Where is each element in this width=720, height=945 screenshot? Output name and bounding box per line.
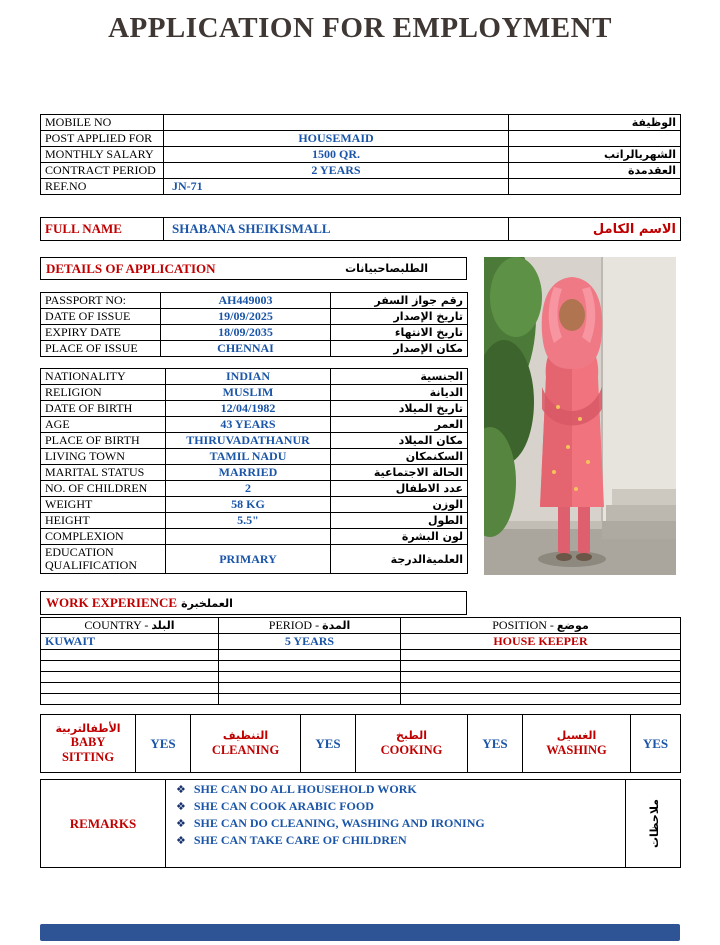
table-row [41, 497, 468, 513]
empty-cell [219, 650, 401, 661]
table-row [41, 218, 681, 241]
column-header-position [401, 618, 681, 634]
table-row [41, 417, 468, 433]
field-label: EXPIRY DATE [41, 325, 161, 341]
table-row [41, 433, 468, 449]
field-value: 58 KG [166, 497, 331, 513]
remark-text: SHE CAN DO CLEANING, WASHING AND IRONING [193, 816, 485, 830]
full-name-value: SHABANA SHEIKISMALL [164, 218, 509, 241]
field-label-arabic: الحالة الاجتماعية [331, 465, 468, 481]
field-value: AH449003 [161, 293, 331, 309]
field-label: MOBILE NO [41, 115, 164, 131]
job-summary-table [40, 114, 681, 195]
remark-text: SHE CAN COOK ARABIC FOOD [193, 799, 374, 813]
table-row [41, 163, 681, 179]
field-value: INDIAN [166, 369, 331, 385]
skills-row [41, 715, 681, 773]
remarks-row [41, 780, 681, 868]
remark-text: SHE CAN DO ALL HOUSEHOLD WORK [193, 782, 417, 796]
work-position: HOUSE KEEPER [401, 634, 681, 650]
field-label: HEIGHT [41, 513, 166, 529]
table-row [41, 341, 468, 357]
field-value: 5.5" [166, 513, 331, 529]
field-label-arabic: عدد الاطفال [331, 481, 468, 497]
field-label-arabic: العمر [331, 417, 468, 433]
field-label-arabic: رقم جواز السفر [331, 293, 468, 309]
table-row [41, 481, 468, 497]
field-label: DATE OF BIRTH [41, 401, 166, 417]
remarks-arabic: ملاحظات [648, 799, 661, 848]
table-row [41, 449, 468, 465]
field-label-arabic: لون البشرة [331, 529, 468, 545]
field-value: 12/04/1982 [166, 401, 331, 417]
field-label: POST APPLIED FOR [41, 131, 164, 147]
applicant-photo [484, 257, 676, 575]
field-label-arabic: الشهريالراتب [509, 147, 681, 163]
skill-label: WASHING [546, 742, 607, 757]
work-columns-row [41, 618, 681, 634]
field-label-arabic: تاريخ الانتهاء [331, 325, 468, 341]
field-value: MARRIED [166, 465, 331, 481]
field-label-arabic: مكان الميلاد [331, 433, 468, 449]
skills-table [40, 714, 681, 773]
field-label-arabic: العلميةالدرجة [331, 545, 468, 574]
empty-cell [401, 672, 681, 683]
table-row [41, 529, 468, 545]
work-period: 5 YEARS [219, 634, 401, 650]
table-row [41, 325, 468, 341]
remarks-arabic-cell [626, 780, 681, 868]
empty-cell [401, 683, 681, 694]
details-header-arabic: الطلبصاحبيانات [345, 262, 428, 275]
skill-washing [523, 715, 631, 773]
skill-baby-sitting [41, 715, 136, 773]
column-header-en: PERIOD - [268, 618, 320, 632]
field-label: REF.NO [41, 179, 164, 195]
field-value: MUSLIM [166, 385, 331, 401]
details-header-label: DETAILS OF APPLICATION [46, 260, 216, 276]
personal-details-table [40, 368, 468, 574]
field-value: JN-71 [164, 179, 509, 195]
remarks-list [170, 780, 621, 848]
work-empty-row [41, 694, 681, 705]
field-value: HOUSEMAID [164, 131, 509, 147]
skill-label: COOKING [380, 742, 443, 757]
skill-label: BABY SITTING [61, 735, 115, 765]
column-header-ar: المدة [322, 619, 351, 632]
skill-cleaning [191, 715, 301, 773]
field-label: NO. OF CHILDREN [41, 481, 166, 497]
field-label: RELIGION [41, 385, 166, 401]
table-row [41, 131, 681, 147]
field-value: 18/09/2035 [161, 325, 331, 341]
work-experience-arabic: العملخبرة [181, 596, 233, 610]
field-label-arabic: تاريخ الإصدار [331, 309, 468, 325]
table-row [41, 385, 468, 401]
table-row [41, 513, 468, 529]
empty-cell [401, 661, 681, 672]
field-value: PRIMARY [166, 545, 331, 574]
full-name-label: FULL NAME [41, 218, 164, 241]
passport-table [40, 292, 468, 357]
field-label: LIVING TOWN [41, 449, 166, 465]
field-label: PLACE OF BIRTH [41, 433, 166, 449]
work-experience-header [40, 591, 467, 615]
field-value: 2 YEARS [164, 163, 509, 179]
table-row [41, 545, 468, 574]
field-label-arabic: الطول [331, 513, 468, 529]
skill-arabic: التنظيف [222, 729, 269, 743]
work-experience-table [40, 617, 681, 705]
skill-arabic: الأطفالتربية [55, 721, 121, 735]
table-row [41, 401, 468, 417]
diamond-bullet-icon: ❖ [176, 783, 186, 796]
skill-cooking [356, 715, 468, 773]
remarks-content [166, 780, 626, 868]
field-label-arabic: الوظيفة [509, 115, 681, 131]
remark-item [176, 816, 621, 831]
empty-cell [41, 661, 219, 672]
field-label-arabic: السكنمكان [331, 449, 468, 465]
column-header-ar: البلد [151, 619, 175, 632]
work-experience-label: WORK EXPERIENCE [46, 595, 178, 610]
footer-bar [40, 924, 680, 941]
work-country: KUWAIT [41, 634, 219, 650]
table-row [41, 309, 468, 325]
empty-cell [41, 650, 219, 661]
column-header-country [41, 618, 219, 634]
skill-answer: YES [136, 715, 191, 773]
skill-arabic: الطبخ [395, 729, 428, 743]
skill-answer: YES [301, 715, 356, 773]
table-row [41, 465, 468, 481]
full-name-table [40, 217, 681, 241]
field-value: THIRUVADATHANUR [166, 433, 331, 449]
field-label: DATE OF ISSUE [41, 309, 161, 325]
remarks-table [40, 779, 681, 868]
skill-arabic: الغسيل [556, 729, 597, 743]
work-empty-row [41, 683, 681, 694]
empty-cell [401, 650, 681, 661]
field-label-arabic [509, 131, 681, 147]
empty-cell [219, 683, 401, 694]
field-value: CHENNAI [161, 341, 331, 357]
empty-cell [219, 694, 401, 705]
table-row [41, 293, 468, 309]
field-label: CONTRACT PERIOD [41, 163, 164, 179]
remark-text: SHE CAN TAKE CARE OF CHILDREN [193, 833, 407, 847]
details-section-header [40, 257, 467, 280]
work-empty-row [41, 672, 681, 683]
field-value: 2 [166, 481, 331, 497]
table-row [41, 369, 468, 385]
empty-cell [41, 683, 219, 694]
field-label: COMPLEXION [41, 529, 166, 545]
field-label: MONTHLY SALARY [41, 147, 164, 163]
remark-item [176, 799, 621, 814]
empty-cell [219, 672, 401, 683]
diamond-bullet-icon: ❖ [176, 834, 186, 847]
field-label-arabic: تاريخ الميلاد [331, 401, 468, 417]
skill-answer: YES [631, 715, 681, 773]
field-label-arabic [509, 179, 681, 195]
field-label: NATIONALITY [41, 369, 166, 385]
remarks-label: REMARKS [41, 780, 166, 868]
column-header-period [219, 618, 401, 634]
empty-cell [401, 694, 681, 705]
field-label: MARITAL STATUS [41, 465, 166, 481]
remark-item [176, 782, 621, 797]
work-data-row [41, 634, 681, 650]
remark-item [176, 833, 621, 848]
field-label-arabic: الجنسية [331, 369, 468, 385]
field-value: 1500 QR. [164, 147, 509, 163]
applicant-photo-illustration [484, 257, 676, 575]
field-value: 43 YEARS [166, 417, 331, 433]
field-label-arabic: الوزن [331, 497, 468, 513]
table-row [41, 147, 681, 163]
field-label: PLACE OF ISSUE [41, 341, 161, 357]
field-label: WEIGHT [41, 497, 166, 513]
field-label-arabic: مكان الإصدار [331, 341, 468, 357]
field-label: AGE [41, 417, 166, 433]
field-label: EDUCATION QUALIFICATION [41, 545, 166, 574]
column-header-en: COUNTRY - [84, 618, 149, 632]
skill-label: CLEANING [211, 742, 280, 757]
full-name-label-arabic: الاسم الكامل [509, 218, 681, 241]
column-header-ar: موضع [556, 619, 589, 632]
diamond-bullet-icon: ❖ [176, 800, 186, 813]
skill-answer: YES [468, 715, 523, 773]
work-empty-row [41, 661, 681, 672]
column-header-en: POSITION - [492, 618, 554, 632]
empty-cell [41, 694, 219, 705]
field-value: TAMIL NADU [166, 449, 331, 465]
diamond-bullet-icon: ❖ [176, 817, 186, 830]
table-row [41, 115, 681, 131]
field-label-arabic: العقدمدة [509, 163, 681, 179]
field-value [164, 115, 509, 131]
table-row [41, 179, 681, 195]
empty-cell [219, 661, 401, 672]
page-title: APPLICATION FOR EMPLOYMENT [108, 12, 612, 44]
work-empty-row [41, 650, 681, 661]
field-label: PASSPORT NO: [41, 293, 161, 309]
field-label-arabic: الديانة [331, 385, 468, 401]
field-value [166, 529, 331, 545]
field-value: 19/09/2025 [161, 309, 331, 325]
empty-cell [41, 672, 219, 683]
